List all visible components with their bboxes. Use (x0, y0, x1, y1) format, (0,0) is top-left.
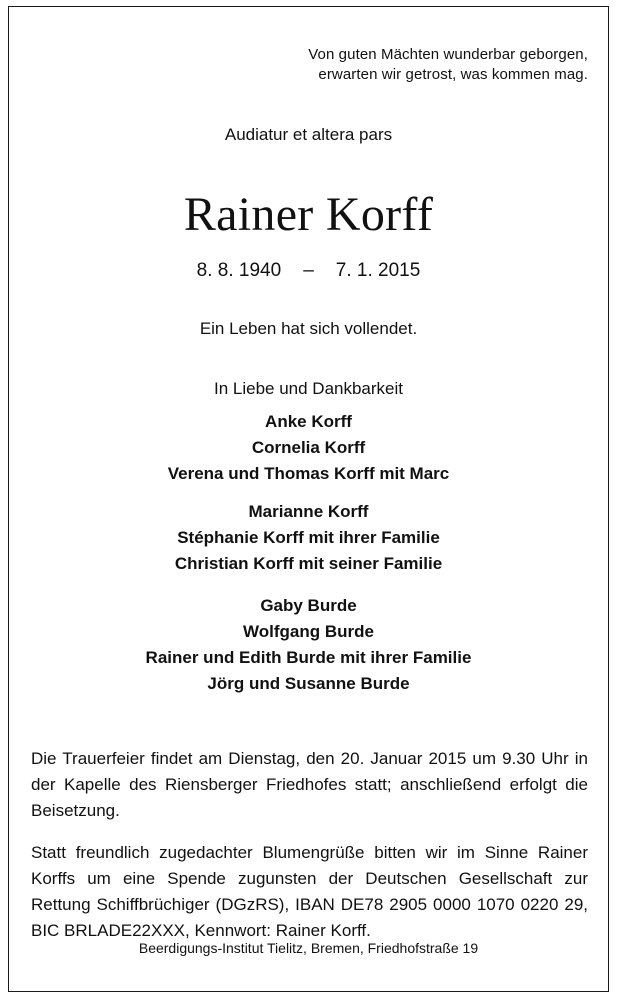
mourner-name: Verena und Thomas Korff mit Marc (167, 464, 450, 483)
obituary-notice (8, 6, 609, 992)
birth-date: 8. 8. 1940 (196, 260, 282, 281)
deceased-name: Rainer Korff (183, 188, 434, 241)
mourner-name: Cornelia Korff (251, 438, 366, 457)
mourner-group-2 (9, 499, 608, 577)
funeral-home-footer: Beerdigungs-Institut Tielitz, Bremen, Friedhofstraße 19 (138, 940, 479, 956)
mourner-name: Gaby Burde (260, 596, 357, 615)
ceremony-paragraph: Die Trauerfeier findet am Dienstag, den 20. Januar 2015 um 9.30 Uhr in der Kapelle des Riensberger Friedhofes statt; anschließend erfolgt die Beisetzung. (31, 749, 588, 820)
donation-paragraph: Statt freundlich zugedachter Blumengrüße bitten wir im Sinne Rainer Korffs um eine Spende zugunsten der Deutschen Gesellschaft zur Rettung Schiffbrüchiger (DGzRS), IBAN DE78 2905 0000 1070 0220 29, BIC BRLADE22XXX, Kennwort: Rainer Korff. (31, 843, 588, 940)
quote-line-2: erwarten wir getrost, was kommen mag. (318, 66, 588, 83)
mourner-name: Christian Korff mit seiner Familie (174, 554, 443, 573)
death-date: 7. 1. 2015 (335, 260, 421, 281)
motto: Audiatur et altera pars (224, 125, 393, 144)
mourner-name: Jörg und Susanne Burde (207, 674, 410, 693)
mourner-name: Wolfgang Burde (243, 622, 374, 641)
mourner-name: Rainer und Edith Burde mit ihrer Familie (145, 648, 472, 667)
statement: Ein Leben hat sich vollendet. (199, 319, 418, 338)
date-separator: – (303, 260, 314, 281)
mourner-name: Marianne Korff (248, 502, 369, 521)
life-dates (9, 260, 608, 282)
mourner-name: Anke Korff (265, 412, 352, 431)
mourners-intro: In Liebe und Dankbarkeit (213, 379, 404, 398)
quote-line-1: Von guten Mächten wunderbar geborgen, (308, 46, 588, 63)
quote (308, 45, 588, 85)
mourner-group-1 (9, 409, 608, 487)
mourner-group-3 (9, 593, 608, 697)
mourner-name: Stéphanie Korff mit ihrer Familie (177, 528, 440, 547)
